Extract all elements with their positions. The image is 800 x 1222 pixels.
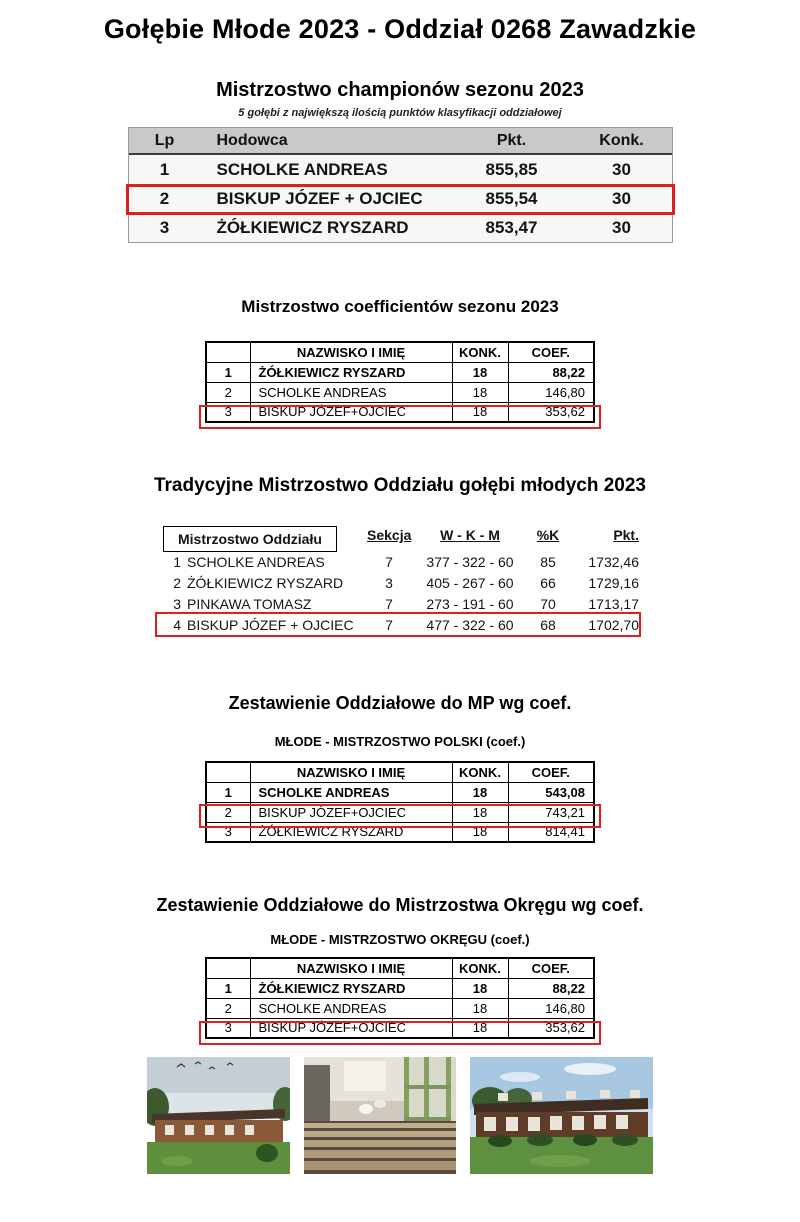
table-row [129, 184, 672, 213]
header-row [206, 958, 594, 978]
breeder-name-cell: SCHOLKE ANDREAS [216, 159, 388, 179]
breeder-name-cell: BISKUP JÓZEF+OJCIEC [250, 402, 452, 422]
section-coefficients [0, 297, 800, 423]
shrub [488, 1135, 512, 1147]
photo-strip [0, 1057, 800, 1174]
table-row [206, 1018, 594, 1038]
breeder-name-cell: SCHOLKE ANDREAS [187, 553, 325, 570]
shrub [527, 1134, 553, 1146]
points-cell: 855,85 [485, 159, 538, 179]
cloud [564, 1063, 616, 1075]
points-cell: 1713,17 [588, 595, 639, 612]
sekcja-column-header: Sekcja [367, 527, 412, 543]
photo-loft-interior [304, 1057, 456, 1174]
rank-cell: 2 [159, 188, 170, 208]
breeder-name-cell: BISKUP JÓZEF + OJCIEC [216, 188, 423, 208]
traditional-table [161, 517, 639, 635]
mp-subtitle: MŁODE - MISTRZOSTWO POLSKI (coef.) [274, 734, 526, 749]
contests-cell: 18 [452, 802, 508, 822]
konk-column-header: KONK. [452, 958, 508, 978]
pkt-column-header: Pkt. [496, 131, 527, 149]
contests-cell: 30 [612, 217, 631, 237]
sekcja-cell: 7 [385, 595, 393, 612]
champions-header-row [129, 128, 672, 155]
building-wall [155, 1120, 283, 1144]
konk-column-header: KONK. [452, 762, 508, 782]
mp-table [205, 761, 595, 843]
rank-cell: 2 [173, 574, 181, 591]
window [344, 1061, 386, 1091]
mp-title: Zestawienie Oddziałowe do MP wg coef. [228, 693, 572, 713]
points-cell: 853,47 [485, 217, 538, 237]
breeder-name-cell: ŻÓŁKIEWICZ RYSZARD [250, 362, 452, 382]
breeder-name-cell: SCHOLKE ANDREAS [250, 998, 452, 1018]
rank-cell: 1 [159, 159, 170, 179]
coef-cell: 88,22 [508, 362, 594, 382]
rank-cell: 4 [173, 616, 181, 633]
konk-column-header: Konk. [599, 131, 644, 149]
section-okreg [0, 895, 800, 1039]
breeder-name-cell: PINKAWA TOMASZ [187, 595, 312, 612]
rank-cell: 2 [206, 998, 250, 1018]
rank-cell: 2 [206, 382, 250, 402]
section-mp [0, 693, 800, 843]
okreg-subtitle: MŁODE - MISTRZOSTWO OKRĘGU (coef.) [270, 932, 530, 947]
coef-cell: 743,21 [508, 802, 594, 822]
konk-column-header: KONK. [452, 342, 508, 362]
pk-cell: 85 [540, 553, 556, 570]
rank-cell: 1 [206, 782, 250, 802]
coefficients-table [205, 341, 595, 423]
rank-cell: 3 [159, 217, 170, 237]
coef-cell: 814,41 [508, 822, 594, 842]
mistrzostwo-oddzialu-box [161, 531, 367, 547]
coef-cell: 146,80 [508, 998, 594, 1018]
coef-cell: 353,62 [508, 1018, 594, 1038]
wkm-cell: 273 - 191 - 60 [426, 595, 514, 612]
table-row [161, 572, 639, 593]
wkm-cell: 477 - 322 - 60 [426, 616, 514, 633]
rank-cell: 1 [206, 978, 250, 998]
contests-cell: 18 [452, 822, 508, 842]
roof-vent [532, 1092, 542, 1100]
pigeon [359, 1104, 373, 1114]
rank-cell: 3 [206, 402, 250, 422]
empty-header-cell [206, 762, 250, 782]
points-cell: 1732,46 [588, 553, 639, 570]
photo-loft-exterior-left [147, 1057, 290, 1174]
wkm-column-header: W - K - M [440, 527, 500, 543]
header-row [206, 342, 594, 362]
table-row [161, 614, 639, 635]
points-cell: 1702,70 [588, 616, 639, 633]
breeder-name-cell: BISKUP JÓZEF+OJCIEC [250, 802, 452, 822]
contests-cell: 18 [452, 998, 508, 1018]
slatted-floor [304, 1121, 456, 1174]
rank-cell: 3 [173, 595, 181, 612]
table-row [206, 402, 594, 422]
table-row [206, 822, 594, 842]
rank-cell: 2 [206, 802, 250, 822]
empty-header-cell [206, 342, 250, 362]
wkm-cell: 377 - 322 - 60 [426, 553, 514, 570]
rank-cell: 1 [206, 362, 250, 382]
okreg-table [205, 957, 595, 1039]
pk-cell: 68 [540, 616, 556, 633]
champions-subtitle: 5 gołębi z największą ilością punktów klasyfikacji oddziałowej [238, 107, 562, 119]
breeder-name-cell: BISKUP JÓZEF+OJCIEC [250, 1018, 452, 1038]
pk-cell: 66 [540, 574, 556, 591]
contests-cell: 18 [452, 362, 508, 382]
shrub [612, 1134, 638, 1146]
bush [256, 1144, 278, 1162]
coef-cell: 543,08 [508, 782, 594, 802]
contests-cell: 30 [612, 159, 631, 179]
coefficients-title: Mistrzostwo coefficientów sezonu 2023 [241, 297, 559, 316]
pigeon [374, 1100, 386, 1108]
table-row [206, 362, 594, 382]
breeder-name-cell: SCHOLKE ANDREAS [250, 382, 452, 402]
coef-column-header: COEF. [508, 762, 594, 782]
table-row [206, 382, 594, 402]
shrub [573, 1134, 597, 1146]
rank-cell: 3 [206, 822, 250, 842]
table-row [206, 782, 594, 802]
sekcja-cell: 3 [385, 574, 393, 591]
rank-cell: 3 [206, 1018, 250, 1038]
header-row [161, 517, 639, 547]
okreg-title: Zestawienie Oddziałowe do Mistrzostwa Okręgu wg coef. [156, 895, 644, 915]
pk-column-header: %K [536, 527, 560, 543]
pkt-column-header: Pkt. [613, 527, 639, 543]
champions-table [128, 127, 673, 243]
coef-column-header: COEF. [508, 342, 594, 362]
breeder-name-cell: ŻÓŁKIEWICZ RYSZARD [216, 217, 409, 237]
name-column-header: NAZWISKO I IMIĘ [250, 958, 452, 978]
wkm-cell: 405 - 267 - 60 [426, 574, 514, 591]
header-row [206, 762, 594, 782]
mistrzostwo-oddzialu-label: Mistrzostwo Oddziału [163, 526, 337, 552]
page-title: Gołębie Młode 2023 - Oddział 0268 Zawadzkie [103, 14, 697, 44]
breeder-name-cell: ŻÓŁKIEWICZ RYSZARD [250, 978, 452, 998]
table-row [129, 213, 672, 242]
champions-title: Mistrzostwo championów sezonu 2023 [216, 79, 584, 101]
roof-vent [566, 1091, 576, 1099]
contests-cell: 18 [452, 978, 508, 998]
table-row [129, 155, 672, 184]
coef-column-header: COEF. [508, 958, 594, 978]
cloud [500, 1072, 540, 1082]
contests-cell: 30 [612, 188, 631, 208]
roof-vent [630, 1090, 640, 1098]
contests-cell: 18 [452, 402, 508, 422]
points-cell: 855,54 [485, 188, 538, 208]
lp-column-header: Lp [154, 131, 175, 149]
photo-loft-exterior-wide [470, 1057, 653, 1174]
sekcja-cell: 7 [385, 616, 393, 633]
roof-vent [600, 1090, 610, 1098]
hodowca-column-header: Hodowca [216, 131, 288, 149]
table-row [206, 802, 594, 822]
table-row [206, 978, 594, 998]
breeder-name-cell: SCHOLKE ANDREAS [250, 782, 452, 802]
sekcja-cell: 7 [385, 553, 393, 570]
breeder-name-cell: ŻÓŁKIEWICZ RYSZARD [250, 822, 452, 842]
breeder-name-cell: ŻÓŁKIEWICZ RYSZARD [187, 574, 344, 591]
table-row [206, 998, 594, 1018]
section-traditional [0, 475, 800, 635]
table-row [161, 593, 639, 614]
name-column-header: NAZWISKO I IMIĘ [250, 762, 452, 782]
contests-cell: 18 [452, 382, 508, 402]
roof-vent [498, 1093, 508, 1101]
pk-cell: 70 [540, 595, 556, 612]
contests-cell: 18 [452, 1018, 508, 1038]
breeder-name-cell: BISKUP JÓZEF + OJCIEC [187, 616, 354, 633]
section-champions [0, 79, 800, 243]
points-cell: 1729,16 [588, 574, 639, 591]
contests-cell: 18 [452, 782, 508, 802]
traditional-title: Tradycyjne Mistrzostwo Oddziału gołębi młodych 2023 [153, 475, 646, 496]
name-column-header: NAZWISKO I IMIĘ [250, 342, 452, 362]
coef-cell: 88,22 [508, 978, 594, 998]
rank-cell: 1 [173, 553, 181, 570]
coef-cell: 353,62 [508, 402, 594, 422]
table-row [161, 551, 639, 572]
coef-cell: 146,80 [508, 382, 594, 402]
empty-header-cell [206, 958, 250, 978]
